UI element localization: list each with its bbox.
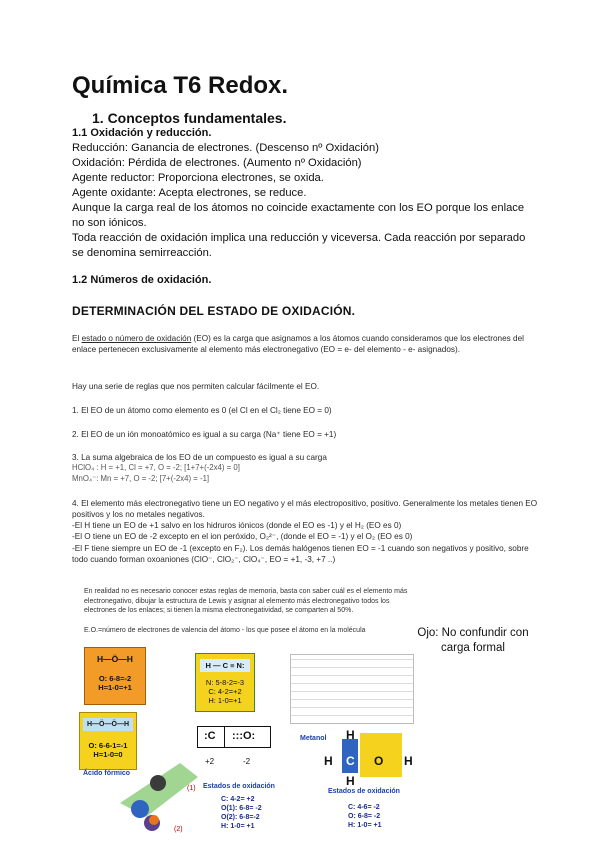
water-oxygen-eo: O: 6-8=-2 xyxy=(98,674,132,683)
svg-text:C: C xyxy=(346,754,355,768)
formic-acid-label: Ácido fórmico xyxy=(83,770,131,777)
svg-text:H: H xyxy=(346,728,355,742)
paragraph-semireaction: Toda reacción de oxidación implica una reducción y viceversa. Cada reacción por separado se denomina semirreacción. xyxy=(72,232,526,259)
carbon-monoxide-lewis xyxy=(197,726,271,748)
peroxide-hydrogen-eo: H=1-0=0 xyxy=(93,750,123,759)
scan-rule-2: 2. El EO de un ión monoatómico es igual a su carga (Na⁺ tiene EO = +1) xyxy=(72,430,337,439)
methanol-label: Metanol xyxy=(300,735,327,742)
formic-states-title: Estados de oxidación xyxy=(203,783,275,790)
formic-carbon xyxy=(131,800,149,818)
subsection-oxidation-numbers: 1.2 Números de oxidación. xyxy=(72,274,212,286)
peroxide-lewis-formula: H—Ö—Ö—H xyxy=(83,718,133,731)
definition-oxidation: Oxidación: Pérdida de electrones. (Aumento nº Oxidación) xyxy=(72,157,362,169)
formic-highlight xyxy=(149,815,159,825)
determination-heading: DETERMINACIÓN DEL ESTADO DE OXIDACIÓN. xyxy=(72,304,356,318)
formal-charge-warning: Ojo: No confundir con carga formal xyxy=(417,627,529,654)
formic-state-o2: O(2): 6-8=-2 xyxy=(221,814,260,821)
oxygen-ion-eo: -2 xyxy=(243,757,251,766)
formic-oxygen-1-number: (1) xyxy=(187,785,196,792)
hcn-oxidation-box xyxy=(195,653,255,712)
definition-reducing-agent: Agente reductor: Proporciona electrones, se oxida. xyxy=(72,172,324,184)
methanol-states-title: Estados de oxidación xyxy=(328,788,400,795)
periodic-table-image xyxy=(290,654,414,724)
scan-rule-4-fluorine: -El F tiene siempre un EO de -1 (excepto en F₂). Los demás halógenos tienen EO = -1 cuando son negativos y positivo, sobre todo cuando forman oxoaniones (ClO⁻, ClO₂⁻, ClO₄⁻, EO = +1, -3, +7 ..) xyxy=(72,544,529,564)
divider xyxy=(224,727,225,747)
svg-text:H: H xyxy=(404,754,413,768)
formic-state-o1: O(1): 6-8= -2 xyxy=(221,805,262,812)
svg-text:O: O xyxy=(374,754,384,768)
svg-text:H: H xyxy=(346,774,355,787)
carbon-ion: :C xyxy=(204,730,216,742)
formic-state-c: C: 4-2= +2 xyxy=(221,796,255,803)
note-eo-definition: E.O.=número de electrones de valencia del átomo - los que posee el átomo en la molécula xyxy=(84,627,366,634)
scan-rule-1: 1. El EO de un átomo como elemento es 0 (el Cl en el Cl₂ tiene EO = 0) xyxy=(72,406,332,415)
methanol-states-list xyxy=(348,803,381,830)
section-heading: 1. Conceptos fundamentales. xyxy=(92,110,287,126)
scan-rule-3-example-1: HClO₄ : H = +1, Cl = +7, O = -2; [1+7+(-2x4) = 0] xyxy=(72,463,240,472)
scan-rules-intro: Hay una serie de reglas que nos permiten calcular fácilmente el EO. xyxy=(72,382,320,391)
hcn-nitrogen-eo: N: 5-8-2=-3 xyxy=(205,678,245,687)
water-oxidation-box xyxy=(84,647,146,705)
svg-text:H: H xyxy=(324,754,333,768)
hcn-lewis-formula: H — C ≡ N: xyxy=(200,659,250,672)
carbon-ion-eo: +2 xyxy=(205,757,215,766)
scan-rule-4-oxygen: -El O tiene un EO de -2 excepto en el ion peróxido, O₂²⁻, (donde el EO = -1) y el O₂ (EO es 0) xyxy=(72,532,413,541)
scan-rule-3: 3. La suma algebraica de los EO de un compuesto es igual a su carga xyxy=(72,453,327,462)
formic-oxygen-2-number: (2) xyxy=(174,826,183,833)
formic-state-h: H: 1-0= +1 xyxy=(221,823,255,830)
oxygen-ion: :::O: xyxy=(232,730,256,742)
methanol-state-c: C: 4-6= -2 xyxy=(348,804,380,811)
scan-rule-4: 4. El elemento más electronegativo tiene un EO negativo y el más electropositivo, positivo. Generalmente los metales tienen EO positivos y los no metales negativos. xyxy=(72,499,538,519)
formic-states-list xyxy=(221,795,262,831)
formic-acid-diagram xyxy=(110,755,200,835)
methanol-diagram xyxy=(322,725,414,787)
page-title: Química T6 Redox. xyxy=(72,72,289,99)
peroxide-oxygen-eo: O: 6-6-1=-1 xyxy=(88,741,128,750)
scan-rule-3-example-2: MnO₄⁻: Mn = +7, O = -2; [7+(-2x4) = -1] xyxy=(72,474,210,483)
definition-oxidizing-agent: Agente oxidante: Acepta electrones, se reduce. xyxy=(72,187,307,199)
paragraph-real-charge: Aunque la carga real de los átomos no coincide exactamente con los EO porque los enlace no son iónicos. xyxy=(72,202,525,229)
methanol-state-o: O: 6-8= -2 xyxy=(348,813,381,820)
formic-oxygen-1 xyxy=(150,775,166,791)
note-paragraph: En realidad no es necesario conocer estas reglas de memoria, basta con saber cuál es el elemento más electronegativo, dibujar la estructura de Lewis y asignar al elemento más electronegativo todos los electrones de los enlaces; si tienen la misma electronegatividad, se comparten al 50%. xyxy=(84,588,408,614)
scan-rule-4-hydrogen: -El H tiene un EO de +1 salvo en los hidruros iónicos (donde el EO es -1) y el H₂ (EO es 0) xyxy=(72,521,402,530)
subsection-oxidation-reduction: 1.1 Oxidación y reducción. xyxy=(72,127,212,139)
hcn-hydrogen-eo: H: 1-0=+1 xyxy=(208,696,242,705)
hcn-carbon-eo: C: 4-2=+2 xyxy=(208,687,242,696)
scan-intro: El estado o número de oxidación (EO) es la carga que asignamos a los átomos cuando consideramos que los electrones del enlace pertenecen exclusivamente al elemento más electronegativo (EO = e- del elemento - e- asignados). xyxy=(72,334,524,354)
methanol-state-h: H: 1-0= +1 xyxy=(348,822,382,829)
water-lewis-formula: H—Ö—H xyxy=(97,654,133,664)
water-hydrogen-eo: H=1-0=+1 xyxy=(98,683,132,692)
definition-reduction: Reducción: Ganancia de electrones. (Descenso nº Oxidación) xyxy=(72,142,379,154)
